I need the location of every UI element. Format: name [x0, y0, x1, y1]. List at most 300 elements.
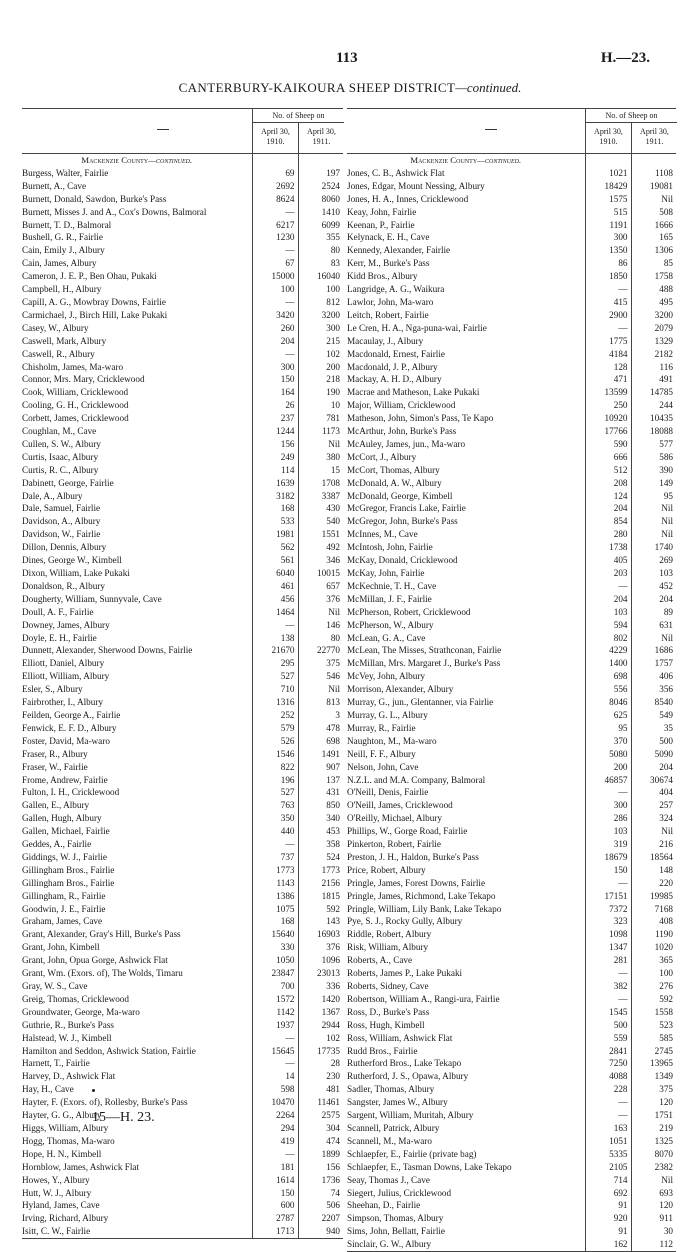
sheep-1910: 710 — [252, 683, 298, 696]
owner-name — [347, 451, 585, 464]
sheep-1911: 95 — [631, 490, 676, 503]
sheep-1910: 7372 — [585, 903, 631, 916]
owner-name-text: McGregor, Francis Lake, Fairlie — [347, 503, 466, 514]
sheep-count-header — [585, 109, 677, 153]
owner-name-text: Cameron, J. E. P., Ben Ohau, Pukaki — [22, 271, 157, 282]
sheep-1911: 324 — [631, 812, 676, 825]
owner-name — [22, 980, 252, 993]
owner-name — [22, 993, 252, 1006]
table-row — [347, 606, 676, 619]
sheep-1910: 1775 — [585, 335, 631, 348]
table-row — [347, 1019, 676, 1032]
sheep-1910: 2900 — [585, 309, 631, 322]
owner-name — [22, 219, 252, 232]
owner-name — [347, 193, 585, 206]
sheep-1910: 527 — [252, 670, 298, 683]
owner-name-text: Campbell, H., Albury — [22, 284, 102, 295]
owner-name-text: Schlaepfer, E., Fairlie (private bag) — [347, 1148, 477, 1159]
owner-name-text: Risk, William, Albury — [347, 942, 429, 953]
sheep-1911: 2156 — [298, 877, 343, 890]
sheep-1911: 85 — [631, 257, 676, 270]
sheep-1910: 598 — [252, 1083, 298, 1096]
table-row — [347, 1161, 676, 1174]
sheep-1911: 89 — [631, 606, 676, 619]
sheep-1911: 698 — [298, 735, 343, 748]
table-row — [347, 670, 676, 683]
sheep-1910: 2787 — [252, 1212, 298, 1225]
sheep-1910: 526 — [252, 735, 298, 748]
sheep-1910: 692 — [585, 1187, 631, 1200]
sheep-1910: 181 — [252, 1161, 298, 1174]
table-row — [347, 270, 676, 283]
table-row — [22, 632, 343, 645]
sheep-1910: 822 — [252, 761, 298, 774]
owner-name-text: Riddle, Robert, Albury — [347, 929, 432, 940]
table-row — [347, 890, 676, 903]
sheep-1911: 355 — [298, 231, 343, 244]
sheep-1910: 456 — [252, 593, 298, 606]
sheep-1910: 700 — [252, 980, 298, 993]
owner-name-text: Howes, Y., Albury — [22, 1174, 90, 1185]
owner-name-text: Grant, John, Opua Gorge, Ashwick Flat — [22, 955, 168, 966]
sheep-1911: 812 — [298, 296, 343, 309]
sheep-1911: 404 — [631, 786, 676, 799]
sheep-1911: 453 — [298, 825, 343, 838]
sheep-1911: 1367 — [298, 1006, 343, 1019]
table-row — [347, 528, 676, 541]
sheep-1911: 430 — [298, 502, 343, 515]
sheep-1910: 300 — [252, 361, 298, 374]
sheep-1910: 323 — [585, 915, 631, 928]
section-heading-row — [347, 154, 676, 167]
table-row — [22, 515, 343, 528]
table-row — [347, 825, 676, 838]
sheep-1910: 561 — [252, 554, 298, 567]
sheep-1910: 67 — [252, 257, 298, 270]
table-row — [22, 709, 343, 722]
sheep-1911: 2944 — [298, 1019, 343, 1032]
sheep-1911: 35 — [631, 722, 676, 735]
owner-name — [22, 167, 252, 180]
sheep-1911: 506 — [298, 1199, 343, 1212]
owner-name-text: Dixon, William, Lake Pukaki — [22, 568, 130, 578]
owner-name-text: Donaldson, R., Albury — [22, 580, 105, 591]
sheep-1911 — [298, 154, 343, 167]
owner-name-text: Pringle, William, Lily Bank, Lake Tekapo — [347, 903, 502, 914]
sheep-1910: 69 — [252, 167, 298, 180]
table-row — [22, 1083, 343, 1096]
sheep-1910: 237 — [252, 412, 298, 425]
table-row — [347, 231, 676, 244]
owner-name — [347, 761, 585, 774]
sheep-1910: 103 — [585, 606, 631, 619]
owner-name — [347, 619, 585, 632]
owner-name — [22, 722, 252, 735]
sheep-1911: 1190 — [631, 928, 676, 941]
owner-name-text: Morrison, Alexander, Albury — [347, 684, 454, 695]
sheep-1910: — — [252, 244, 298, 257]
document-reference: H.—23. — [600, 50, 650, 66]
owner-name-text: Corbett, James, Cricklewood — [22, 413, 129, 424]
sheep-1910: 2841 — [585, 1045, 631, 1058]
sheep-1910: 370 — [585, 735, 631, 748]
sheep-1910: 103 — [585, 825, 631, 838]
sheep-1911: 549 — [631, 709, 676, 722]
table-row — [22, 1161, 343, 1174]
sheep-1911: 5090 — [631, 748, 676, 761]
owner-name-text: McKay, Donald, Cricklewood — [347, 555, 458, 566]
sheep-1910: — — [585, 580, 631, 593]
sheep-1910: 515 — [585, 206, 631, 219]
owner-name — [22, 464, 252, 477]
sheep-1911: 15 — [298, 464, 343, 477]
sheep-1911: 495 — [631, 296, 676, 309]
owner-name-text: Murray, R., Fairlie — [347, 722, 416, 733]
sheep-1911: 120 — [631, 1199, 676, 1212]
table-row — [22, 941, 343, 954]
sheep-1911: 6099 — [298, 219, 343, 232]
sheep-1910: 6040 — [252, 567, 298, 580]
table-row — [22, 1148, 343, 1161]
table-row — [22, 774, 343, 787]
owner-name-text: Doyle, E. H., Fairlie — [22, 632, 97, 643]
owner-name-text: Sargent, William, Muritah, Albury — [347, 1110, 474, 1121]
table-row — [22, 993, 343, 1006]
owner-name-text: Macaulay, J., Albury — [347, 335, 424, 346]
owner-name-text: Gallen, Hugh, Albury — [22, 813, 102, 824]
owner-name-text: Irving, Richard, Albury — [22, 1213, 109, 1224]
sheep-1911: Nil — [631, 193, 676, 206]
owner-name-text: Mackenzie County—continued. — [410, 155, 522, 165]
page-footer: 15—H. 23. — [92, 1110, 155, 1125]
owner-name — [347, 1109, 585, 1122]
owner-name — [22, 709, 252, 722]
sheep-1911: 2079 — [631, 322, 676, 335]
sheep-1911: 375 — [631, 1083, 676, 1096]
owner-name-text: Ross, William, Ashwick Flat — [347, 1032, 453, 1043]
owner-name — [347, 180, 585, 193]
sheep-1911: 481 — [298, 1083, 343, 1096]
table-row — [22, 1019, 343, 1032]
sheep-1911: 813 — [298, 696, 343, 709]
sheep-1910: — — [252, 348, 298, 361]
owner-name-text: Pye, S. J., Rocky Gully, Albury — [347, 916, 463, 927]
owner-name-text: Major, William, Cricklewood — [347, 400, 456, 411]
table-row — [347, 1212, 676, 1225]
sheep-1911: 585 — [631, 1032, 676, 1045]
sheep-1910: 1614 — [252, 1174, 298, 1187]
owner-name — [347, 1096, 585, 1109]
owner-name-text: Doull, A. F., Fairlie — [22, 606, 94, 617]
owner-name — [347, 386, 585, 399]
sheep-1911: 149 — [631, 477, 676, 490]
sheep-1910: — — [252, 838, 298, 851]
sheep-1911: 390 — [631, 464, 676, 477]
owner-name — [347, 1135, 585, 1148]
owner-name-text: Sangster, James W., Albury — [347, 1097, 448, 1108]
owner-name — [347, 644, 585, 657]
owner-name — [22, 1212, 252, 1225]
table-row — [22, 657, 343, 670]
sheep-1910: 590 — [585, 438, 631, 451]
sheep-1911: 14785 — [631, 386, 676, 399]
owner-name — [347, 490, 585, 503]
owner-name-text: Murray, G., jun., Glentanner, via Fairlie — [347, 697, 494, 708]
table-row — [347, 786, 676, 799]
table-row — [22, 1225, 343, 1238]
owner-name-text: Roberts, James P., Lake Pukaki — [347, 968, 463, 979]
owner-name — [347, 735, 585, 748]
table-row — [22, 915, 343, 928]
sheep-1911: 116 — [631, 361, 676, 374]
owner-name — [347, 399, 585, 412]
table-row — [22, 335, 343, 348]
table-row — [347, 1109, 676, 1122]
table-row — [347, 438, 676, 451]
sheep-1910: 95 — [585, 722, 631, 735]
owner-name — [347, 890, 585, 903]
sheep-1910: 666 — [585, 451, 631, 464]
sheep-1911: 631 — [631, 619, 676, 632]
owner-name — [22, 1019, 252, 1032]
sheep-1911: 577 — [631, 438, 676, 451]
owner-name — [22, 941, 252, 954]
sheep-count-header — [252, 109, 344, 153]
sheep-1911: 346 — [298, 554, 343, 567]
owner-name-text: Curtis, Isaac, Albury — [22, 451, 99, 462]
table-row — [22, 761, 343, 774]
owner-name-text: Mackay, A. H. D., Albury — [347, 374, 442, 385]
sheep-1910: 562 — [252, 541, 298, 554]
sheep-1910: 164 — [252, 386, 298, 399]
sheep-1910: 208 — [585, 477, 631, 490]
owner-name-text: Giddings, W. J., Fairlie — [22, 851, 107, 862]
table-row — [347, 954, 676, 967]
owner-name — [347, 541, 585, 554]
owner-name-text: Curtis, R. C., Albury — [22, 464, 99, 475]
owner-name-text: Simpson, Thomas, Albury — [347, 1213, 444, 1224]
sheep-1910: 920 — [585, 1212, 631, 1225]
owner-name — [22, 567, 252, 580]
sheep-1910: 228 — [585, 1083, 631, 1096]
owner-name — [22, 451, 252, 464]
owner-name — [347, 1199, 585, 1212]
owner-name — [22, 244, 252, 257]
sheep-1911: 657 — [298, 580, 343, 593]
owner-name — [347, 348, 585, 361]
owner-name — [347, 335, 585, 348]
sheep-1910: 21670 — [252, 644, 298, 657]
owner-name-text: Macdonald, J. P., Albury — [347, 361, 438, 372]
sheep-1911: 1349 — [631, 1070, 676, 1083]
sheep-1911: 546 — [298, 670, 343, 683]
owner-name — [347, 786, 585, 799]
owner-name — [347, 928, 585, 941]
owner-name-text: Greig, Thomas, Cricklewood — [22, 993, 129, 1004]
sheep-1910: 556 — [585, 683, 631, 696]
sheep-1910: 1575 — [585, 193, 631, 206]
owner-name — [22, 864, 252, 877]
owner-name — [347, 980, 585, 993]
owner-name-text: Jones, C. B., Ashwick Flat — [347, 167, 445, 178]
table-row — [22, 825, 343, 838]
table-row — [347, 425, 676, 438]
owner-name — [347, 361, 585, 374]
owner-name-text: Dines, George W., Kimbell — [22, 555, 122, 566]
owner-name-text: Burnett, Donald, Sawdon, Burke's Pass — [22, 193, 167, 204]
owner-name-text: Seay, Thomas J., Cave — [347, 1174, 430, 1185]
table-row — [347, 180, 676, 193]
table-row — [22, 748, 343, 761]
sheep-1910: 1230 — [252, 231, 298, 244]
table-row — [22, 502, 343, 515]
sheep-1910: 252 — [252, 709, 298, 722]
sheep-1910: 512 — [585, 464, 631, 477]
sheep-1910: 714 — [585, 1174, 631, 1187]
owner-name — [347, 593, 585, 606]
owner-name — [22, 670, 252, 683]
left-table-header — [22, 108, 343, 154]
owner-name — [22, 683, 252, 696]
owner-name-text: Hutt, W. J., Albury — [22, 1187, 92, 1198]
owner-name — [347, 1019, 585, 1032]
owner-name-text: Price, Robert, Albury — [347, 864, 426, 875]
owner-name — [22, 632, 252, 645]
sheep-1910: 1098 — [585, 928, 631, 941]
sheep-1911: 340 — [298, 812, 343, 825]
owner-name — [347, 877, 585, 890]
sheep-1911: 375 — [298, 657, 343, 670]
table-row — [347, 593, 676, 606]
sheep-1911: Nil — [631, 825, 676, 838]
sheep-1911: 112 — [631, 1238, 676, 1251]
owner-name-text: McKay, John, Fairlie — [347, 568, 425, 578]
sheep-1910: 26 — [252, 399, 298, 412]
owner-name — [22, 490, 252, 503]
owner-name — [22, 890, 252, 903]
owner-name — [22, 606, 252, 619]
table-row — [347, 412, 676, 425]
owner-name — [22, 541, 252, 554]
sheep-1910: 1316 — [252, 696, 298, 709]
sheep-1911: 3200 — [298, 309, 343, 322]
owner-name-text: Elliott, Daniel, Albury — [22, 658, 105, 669]
sheep-1911: 431 — [298, 786, 343, 799]
sheep-1911: 16903 — [298, 928, 343, 941]
owner-name — [347, 683, 585, 696]
owner-name — [22, 309, 252, 322]
owner-name-text: Feilden, George A., Fairlie — [22, 709, 121, 720]
owner-name-text: O'Reilly, Michael, Albury — [347, 813, 442, 824]
owner-name-text: Robertson, William A., Rangi-ura, Fairlie — [347, 993, 500, 1004]
owner-name — [22, 903, 252, 916]
owner-name-text: Foster, David, Ma-waro — [22, 735, 110, 746]
sheep-1910: — — [252, 619, 298, 632]
sheep-1911: 19081 — [631, 180, 676, 193]
owner-name-text: Murray, G. L., Albury — [347, 709, 428, 720]
sheep-1910: 1075 — [252, 903, 298, 916]
owner-name-text: McPherson, W., Albury — [347, 619, 434, 630]
sheep-1910: 4184 — [585, 348, 631, 361]
sheep-1911: 190 — [298, 386, 343, 399]
owner-name — [347, 1045, 585, 1058]
owner-name-text: Gallen, Michael, Fairlie — [22, 826, 110, 837]
sheep-1910: 15645 — [252, 1045, 298, 1058]
sheep-1910: 1350 — [585, 244, 631, 257]
sheep-count-group-label: No. of Sheep on — [586, 109, 677, 123]
owner-name — [347, 322, 585, 335]
owner-name-text: Burgess, Walter, Fairlie — [22, 167, 109, 178]
sheep-1910: 46857 — [585, 774, 631, 787]
right-table-header — [347, 108, 676, 154]
table-row — [347, 1135, 676, 1148]
sheep-1911: 102 — [298, 1032, 343, 1045]
sheep-1911: 137 — [298, 774, 343, 787]
sheep-1910: 8624 — [252, 193, 298, 206]
table-row — [22, 1109, 343, 1122]
sheep-1911: 200 — [298, 361, 343, 374]
owner-name-text: Goodwin, J. E., Fairlie — [22, 903, 106, 914]
owner-name-text: Capill, A. G., Mowbray Downs, Fairlie — [22, 296, 166, 307]
owner-name — [22, 877, 252, 890]
owner-name-text: Sims, John, Bellatt, Fairlie — [347, 1226, 445, 1237]
table-row — [22, 1057, 343, 1070]
owner-name-text: Casey, W., Albury — [22, 322, 89, 333]
sheep-1910: — — [585, 967, 631, 980]
sheep-1910: 1191 — [585, 219, 631, 232]
sheep-1910: 203 — [585, 567, 631, 580]
owner-name — [22, 774, 252, 787]
owner-name — [22, 399, 252, 412]
sheep-1911: 216 — [631, 838, 676, 851]
table-row — [22, 1096, 343, 1109]
sheep-1910: 200 — [585, 761, 631, 774]
owner-name-text: Fulton, I. H., Cricklewood — [22, 787, 120, 798]
sheep-1911: 269 — [631, 554, 676, 567]
table-row — [22, 696, 343, 709]
table-row — [22, 812, 343, 825]
table-row — [347, 1238, 676, 1251]
sheep-1911: 230 — [298, 1070, 343, 1083]
owner-name — [347, 167, 585, 180]
table-row — [347, 361, 676, 374]
table-row — [22, 438, 343, 451]
sheep-1910: 18679 — [585, 851, 631, 864]
sheep-1910: 1738 — [585, 541, 631, 554]
sheep-1911: 304 — [298, 1122, 343, 1135]
table-row — [347, 490, 676, 503]
title-main: CANTERBURY-KAIKOURA SHEEP DISTRICT — [178, 80, 456, 95]
owner-name-text: Dillon, Dennis, Albury — [22, 542, 107, 553]
sheep-1911: 940 — [298, 1225, 343, 1238]
sheep-1911: 146 — [298, 619, 343, 632]
owner-name — [22, 619, 252, 632]
sheep-1910: 802 — [585, 632, 631, 645]
table-row — [22, 231, 343, 244]
sheep-1910: 91 — [585, 1225, 631, 1238]
table-row — [22, 541, 343, 554]
owner-name — [22, 915, 252, 928]
sheep-1911: 1410 — [298, 206, 343, 219]
owner-name-text: O'Neill, James, Cricklewood — [347, 800, 453, 811]
table-row — [22, 954, 343, 967]
owner-name-text: Burnett, Misses J. and A., Cox's Downs, Balmoral — [22, 206, 207, 217]
sheep-1910: 17766 — [585, 425, 631, 438]
owner-name — [22, 593, 252, 606]
sheep-1911: 523 — [631, 1019, 676, 1032]
table-row — [347, 477, 676, 490]
table-row — [347, 1187, 676, 1200]
